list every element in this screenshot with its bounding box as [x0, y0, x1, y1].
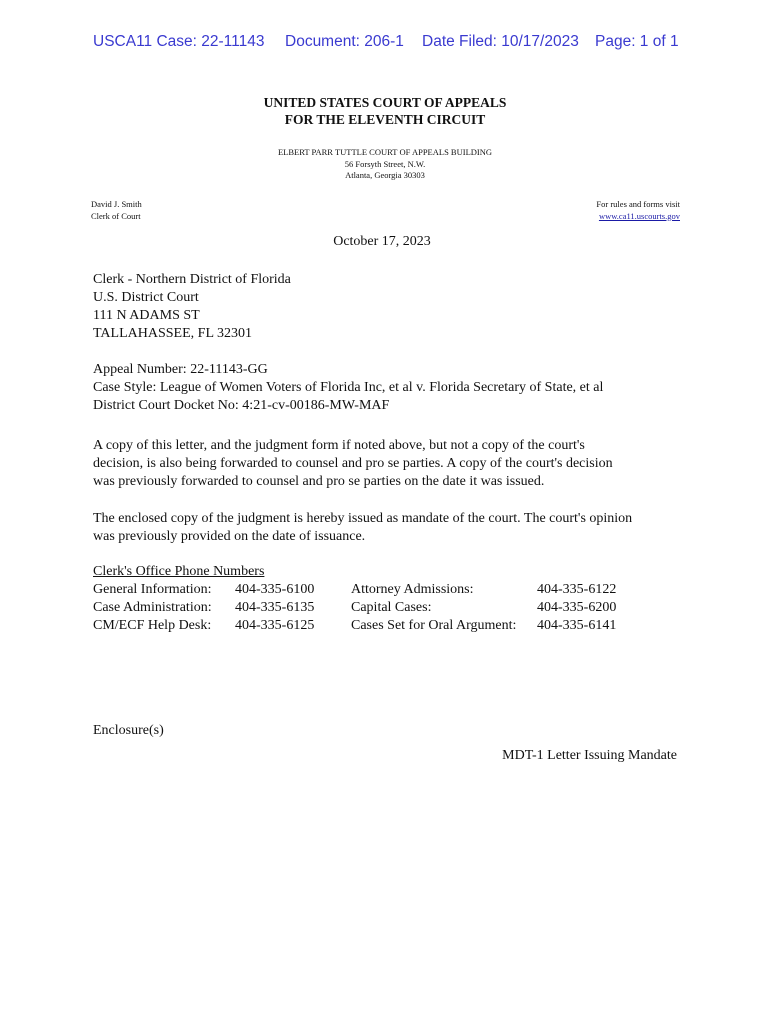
court-title-line2: FOR THE ELEVENTH CIRCUIT — [284, 112, 486, 127]
appeal-number: Appeal Number: 22-11143-GG — [93, 362, 268, 377]
street-address: 56 Forsyth Street, N.W. — [344, 158, 426, 169]
page-number: Page: 1 of 1 — [595, 33, 679, 50]
clerk-name: David J. Smith — [91, 199, 142, 209]
rules-info — [596, 199, 680, 222]
filing-header-stamp — [93, 33, 683, 53]
phone-number: 404-335-6125 — [235, 618, 315, 633]
phone-numbers-section — [93, 563, 653, 635]
phone-label: Cases Set for Oral Argument: — [351, 618, 517, 633]
form-identifier: MDT-1 Letter Issuing Mandate — [502, 748, 677, 763]
court-title-line1: UNITED STATES COURT OF APPEALS — [263, 95, 507, 110]
recipient-line: 111 N ADAMS ST — [93, 308, 200, 323]
appeal-info — [93, 361, 603, 415]
paragraph-mandate — [93, 510, 693, 546]
phones-heading: Clerk's Office Phone Numbers — [93, 564, 265, 579]
court-title — [0, 94, 770, 128]
paragraph-line: was previously provided on the date of issuance. — [93, 529, 366, 544]
phone-label: Attorney Admissions: — [351, 582, 474, 597]
district-docket: District Court Docket No: 4:21-cv-00186-MW-MAF — [93, 398, 390, 413]
phone-row — [93, 617, 653, 635]
case-number: USCA11 Case: 22-11143 — [93, 33, 265, 50]
phone-number: 404-335-6135 — [235, 600, 315, 615]
phone-number: 404-335-6141 — [537, 618, 617, 633]
court-address — [0, 147, 770, 182]
case-style: Case Style: League of Women Voters of Florida Inc, et al v. Florida Secretary of State, et al — [93, 380, 604, 395]
rules-text: For rules and forms visit — [596, 199, 680, 209]
recipient-line: U.S. District Court — [93, 290, 199, 305]
city-address: Atlanta, Georgia 30303 — [345, 170, 425, 180]
phone-label: Capital Cases: — [351, 600, 432, 615]
phone-label: Case Administration: — [93, 600, 212, 615]
paragraph-copy-notice — [93, 437, 693, 491]
paragraph-line: A copy of this letter, and the judgment form if noted above, but not a copy of the court's — [93, 438, 585, 453]
paragraph-line: decision, is also being forwarded to counsel and pro se parties. A copy of the court's decision — [93, 456, 613, 471]
phone-row — [93, 599, 653, 617]
recipient-address — [93, 271, 291, 343]
date-filed: Date Filed: 10/17/2023 — [422, 33, 579, 50]
phone-number: 404-335-6100 — [235, 582, 315, 597]
clerk-title: Clerk of Court — [91, 210, 141, 221]
phone-number: 404-335-6200 — [537, 600, 617, 615]
phone-label: CM/ECF Help Desk: — [93, 618, 212, 633]
phone-row — [93, 581, 653, 599]
website-link[interactable]: www.ca11.uscourts.gov — [598, 210, 680, 221]
paragraph-line: was previously forwarded to counsel and pro se parties on the date it was issued. — [93, 474, 545, 489]
phone-label: General Information: — [93, 582, 212, 597]
building-name: ELBERT PARR TUTTLE COURT OF APPEALS BUILDING — [277, 147, 493, 157]
letter-date: October 17, 2023 — [333, 234, 431, 249]
clerk-info — [91, 199, 142, 222]
paragraph-line: The enclosed copy of the judgment is hereby issued as mandate of the court. The court's opinion — [93, 511, 633, 526]
recipient-line: TALLAHASSEE, FL 32301 — [93, 326, 252, 341]
enclosure-note: Enclosure(s) — [93, 723, 164, 738]
recipient-line: Clerk - Northern District of Florida — [93, 272, 291, 287]
phone-number: 404-335-6122 — [537, 582, 617, 597]
document-number: Document: 206-1 — [285, 33, 404, 50]
